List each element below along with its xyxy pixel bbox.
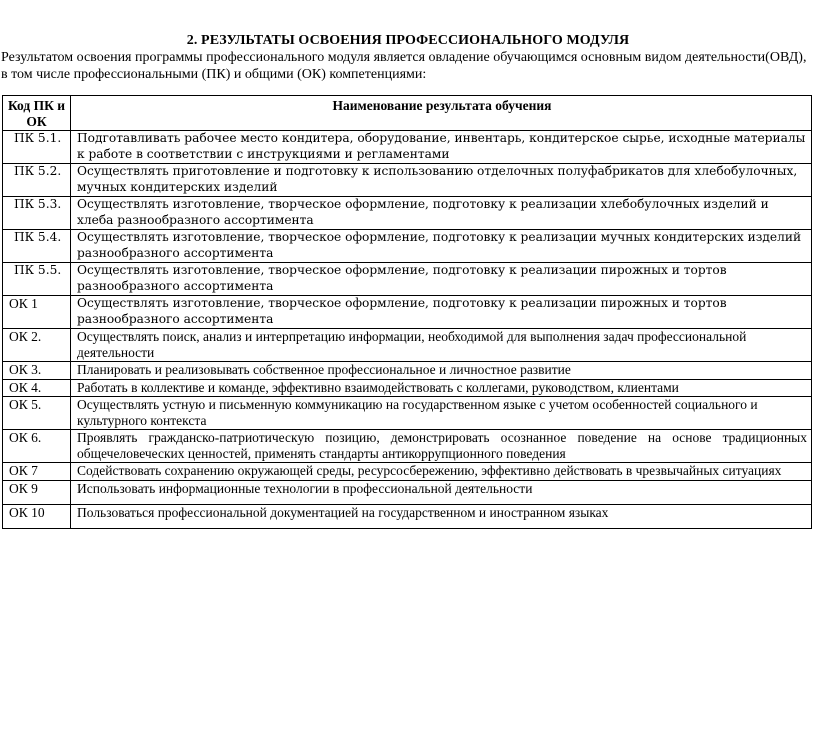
row-code: ОК 9 [3, 480, 71, 504]
row-text: Осуществлять поиск, анализ и интерпретацию информации, необходимой для выполнения задач профессиональной деятельности [71, 329, 812, 362]
row-code: ОК 5. [3, 397, 71, 430]
row-code: ПК 5.5. [3, 263, 71, 296]
row-text: Осуществлять изготовление, творческое оформление, подготовку к реализации пирожных и тортов разнообразного ассортимента [71, 263, 812, 296]
header-code: Код ПК и ОК [3, 96, 71, 131]
table-row [3, 379, 812, 397]
row-code: ОК 10 [3, 504, 71, 528]
table-row [3, 362, 812, 380]
table-header-row [3, 96, 812, 131]
row-code: ПК 5.1. [3, 131, 71, 164]
intro-paragraph: Результатом освоения программы профессионального модуля является овладение обучающимся основным видом деятельности(ОВД), в том числе профессиональными (ПК) и общими (ОК) компетенциями: [1, 50, 807, 82]
section-heading: 2. РЕЗУЛЬТАТЫ ОСВОЕНИЯ ПРОФЕССИОНАЛЬНОГО МОДУЛЯ [186, 33, 630, 48]
table-row [3, 329, 812, 362]
row-text: Пользоваться профессиональной документацией на государственном и иностранном языках [71, 504, 812, 528]
row-code: ПК 5.3. [3, 197, 71, 230]
row-code: ПК 5.2. [3, 164, 71, 197]
table-row [3, 263, 812, 296]
row-text: Планировать и реализовывать собственное профессиональное и личностное развитие [71, 362, 812, 380]
row-text: Использовать информационные технологии в профессиональной деятельности [71, 480, 812, 504]
table-row [3, 164, 812, 197]
competencies-table [2, 95, 812, 529]
table-row [3, 296, 812, 329]
row-text: Подготавливать рабочее место кондитера, оборудование, инвентарь, кондитерское сырье, исходные материалы к работе в соответствии с инструкциями и регламентами [71, 131, 812, 164]
row-code: ОК 2. [3, 329, 71, 362]
table-row [3, 230, 812, 263]
row-text: Работать в коллективе и команде, эффективно взаимодействовать с коллегами, руководством, клиентами [71, 379, 812, 397]
row-text: Осуществлять изготовление, творческое оформление, подготовку к реализации мучных кондитерских изделий разнообразного ассортимента [71, 230, 812, 263]
row-code: ПК 5.4. [3, 230, 71, 263]
row-code: ОК 1 [3, 296, 71, 329]
row-text: Содействовать сохранению окружающей среды, ресурсосбережению, эффективно действовать в чрезвычайных ситуациях [71, 463, 812, 481]
row-text: Осуществлять изготовление, творческое оформление, подготовку к реализации пирожных и тортов разнообразного ассортимента [71, 296, 812, 329]
table-row [3, 430, 812, 463]
row-code: ОК 4. [3, 379, 71, 397]
row-code: ОК 7 [3, 463, 71, 481]
row-text: Осуществлять устную и письменную коммуникацию на государственном языке с учетом особенностей социального и культурного контекста [71, 397, 812, 430]
row-code: ОК 3. [3, 362, 71, 380]
row-text: Проявлять гражданско-патриотическую позицию, демонстрировать осознанное поведение на основе традиционных общечеловеческих ценностей, применять стандарты антикоррупционного поведения [71, 430, 812, 463]
table-row [3, 197, 812, 230]
header-name: Наименование результата обучения [71, 96, 812, 131]
table-row [3, 397, 812, 430]
row-text: Осуществлять приготовление и подготовку к использованию отделочных полуфабрикатов для хлебобулочных, мучных кондитерских изделий [71, 164, 812, 197]
table-row [3, 131, 812, 164]
row-code: ОК 6. [3, 430, 71, 463]
table-row [3, 463, 812, 481]
row-text: Осуществлять изготовление, творческое оформление, подготовку к реализации хлебобулочных изделий и хлеба разнообразного ассортимента [71, 197, 812, 230]
table-row [3, 480, 812, 504]
table-row [3, 504, 812, 528]
